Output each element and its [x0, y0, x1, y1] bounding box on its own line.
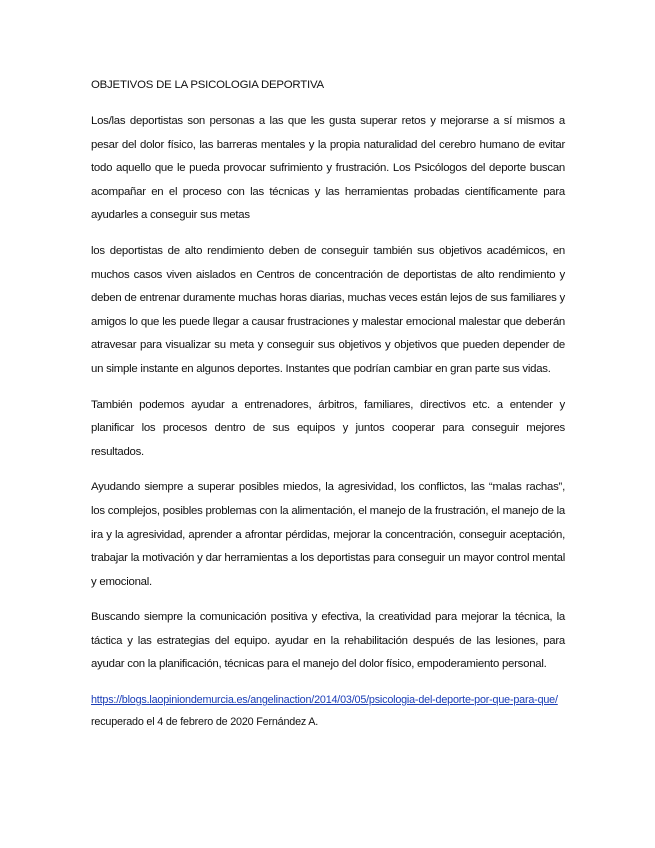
paragraph-1: Los/las deportistas son personas a las que les gusta superar retos y mejorarse a sí mismos a pesar del dolor físico, las barreras mentales y la propia naturalidad del cerebro humano de evitar todo aquello que le pueda provocar sufrimiento y frustración. Los Psicólogos del deporte buscan acompañar en el proceso con las técnicas y las herramientas probadas científicamente para ayudarles a conseguir sus metas [91, 115, 565, 222]
paragraph-2: los deportistas de alto rendimiento deben de conseguir también sus objetivos académicos, en muchos casos viven aislados en Centros de concentración de deportistas de alto rendimiento y deben de entrenar duramente muchas horas diarias, muchas veces están lejos de sus familiares y amigos lo que les puede llegar a causar frustraciones y malestar emocional malestar que deberán atravesar para visualizar su meta y conseguir sus objetivos y objetivos que pueden depender de un simple instante en algunos deportes. Instantes que podrían cambiar en gran parte sus vidas. [91, 244, 565, 375]
reference-paragraph [91, 689, 565, 733]
paragraph-3: También podemos ayudar a entrenadores, árbitros, familiares, directivos etc. a entender y planificar los procesos dentro de sus equipos y juntos cooperar para conseguir mejores resultados. [91, 398, 565, 458]
reference-link[interactable]: https://blogs.laopiniondemurcia.es/angelinaction/2014/03/05/psicologia-del-deporte-por-que-para-que/ [91, 694, 558, 707]
document-title: OBJETIVOS DE LA PSICOLOGIA DEPORTIVA [91, 79, 324, 91]
document-page [91, 78, 565, 745]
paragraph-4: Ayudando siempre a superar posibles miedos, la agresividad, los conflictos, las “malas rachas”, los complejos, posibles problemas con la alimentación, el manejo de la frustración, el manejo de la ira y la agresividad, aprender a afrontar pérdidas, mejorar la concentración, conseguir aceptación, trabajar la motivación y dar herramientas a los deportistas para conseguir un mayor control mental y emocional. [91, 481, 565, 588]
reference-note: recuperado el 4 de febrero de 2020 Fernández A. [91, 716, 319, 729]
paragraph-5: Buscando siempre la comunicación positiva y efectiva, la creatividad para mejorar la técnica, la táctica y las estrategias del equipo. ayudar en la rehabilitación después de las lesiones, para ayudar con la planificación, técnicas para el manejo del dolor físico, empoderamiento personal. [91, 611, 565, 671]
